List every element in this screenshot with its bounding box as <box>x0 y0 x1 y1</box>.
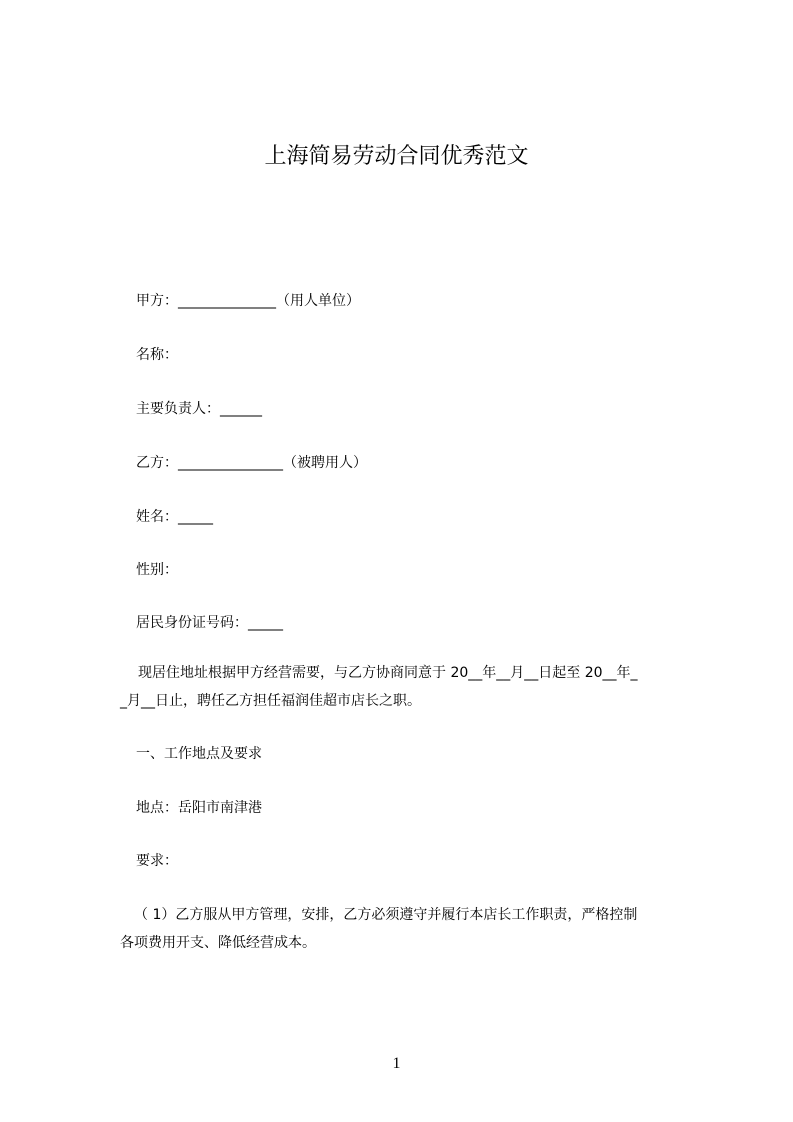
employment-term-paragraph-line2: _月__日止，聘任乙方担任福润佳超市店长之职。 <box>120 693 421 709</box>
requirements-label: 要求： <box>136 853 178 869</box>
gender-line: 性别： <box>136 562 178 578</box>
id-number-line: 居民身份证号码：_____ <box>136 615 283 631</box>
location-line: 地点：岳阳市南津港 <box>136 800 262 816</box>
name-label: 名称： <box>136 347 178 363</box>
employment-term-paragraph-line1: 现居住地址根据甲方经营需要，与乙方协商同意于 20__年__月__日起至 20__年_ <box>138 665 638 681</box>
party-a-line: 甲方：______________（用人单位） <box>136 293 360 309</box>
requirement-1-line1: （ 1）乙方服从甲方管理，安排，乙方必须遵守并履行本店长工作职责，严格控制 <box>134 907 638 923</box>
requirement-1-line2: 各项费用开支、降低经营成本。 <box>120 935 316 951</box>
document-title: 上海简易劳动合同优秀范文 <box>264 144 529 169</box>
page-number: 1 <box>392 1055 401 1072</box>
party-b-line: 乙方：_______________（被聘用人） <box>136 455 367 471</box>
section-heading-1: 一、工作地点及要求 <box>136 746 262 762</box>
principal-line: 主要负责人：______ <box>136 401 262 417</box>
person-name-line: 姓名：_____ <box>136 509 213 525</box>
